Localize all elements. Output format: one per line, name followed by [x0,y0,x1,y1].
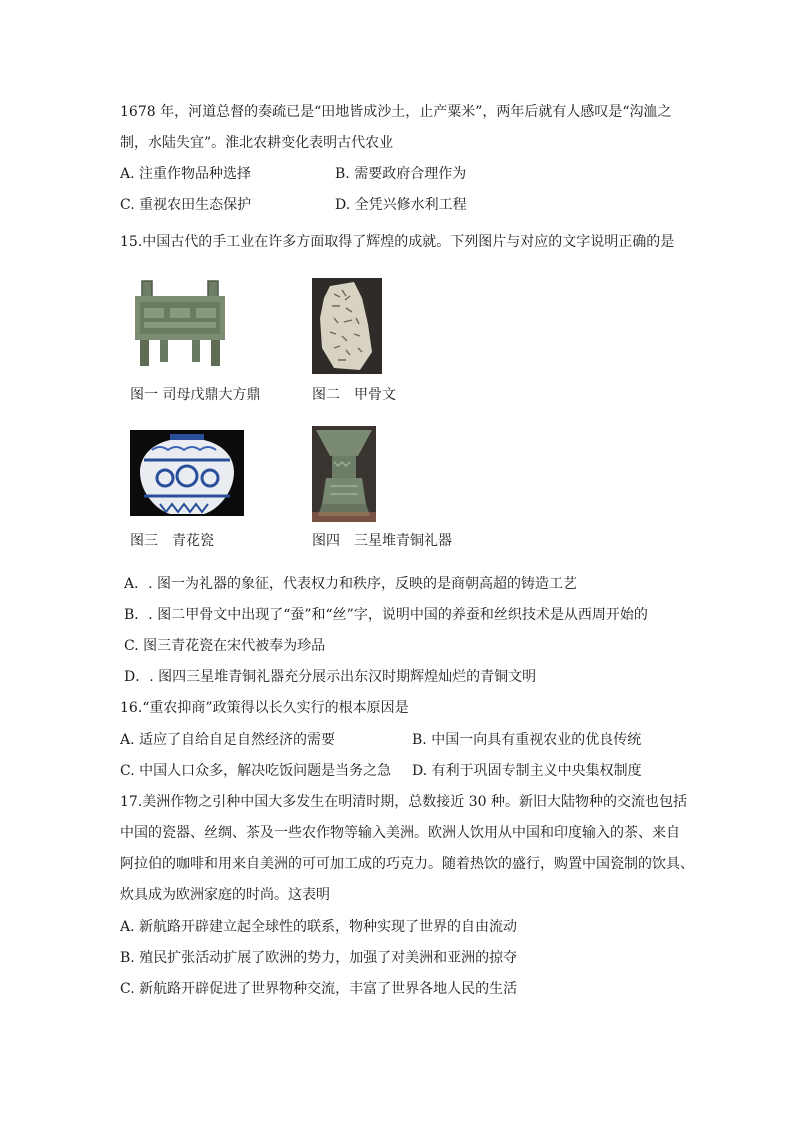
q17-stem-line3: 阿拉伯的咖啡和用来自美洲的可可加工成的巧克力。随着热饮的盛行，购置中国瓷制的饮具、 [120,856,694,872]
fig3-caption: 图三 青花瓷 [130,533,214,549]
oracle-bone-image [312,278,382,374]
q15-stem: 15.中国古代的手工业在许多方面取得了辉煌的成就。下列图片与对应的文字说明正确的是 [120,234,675,250]
q16-option-b: B. 中国一向具有重视农业的优良传统 [412,732,642,748]
q16-option-a: A. 适应了自给自足自然经济的需要 [120,732,336,748]
q15-option-b: B．. 图二甲骨文中出现了“蚕”和“丝”字，说明中国的养蚕和丝织技术是从西周开始的 [124,607,648,623]
q14-option-c: C. 重视农田生态保护 [120,197,252,213]
bronze-zun-image [312,426,376,522]
porcelain-jar-image [130,430,244,516]
q14-option-d: D. 全凭兴修水利工程 [335,197,467,213]
q17-stem-line2: 中国的瓷器、丝绸、茶及一些农作物等输入美洲。欧洲人饮用从中国和印度输入的茶、来自 [120,825,680,841]
q14-option-a: A. 注重作物品种选择 [120,166,252,182]
q15-option-c: C. 图三青花瓷在宋代被奉为珍品 [124,638,326,654]
q14-option-b: B. 需要政府合理作为 [335,166,467,182]
q14-stem-line2: 制，水陆失宜”。淮北农耕变化表明古代农业 [120,135,394,151]
fig2-caption: 图二 甲骨文 [312,387,396,403]
q16-stem: 16.“重农抑商”政策得以长久实行的根本原因是 [120,700,409,716]
q17-option-b: B. 殖民扩张活动扩展了欧洲的势力，加强了对美洲和亚洲的掠夺 [120,950,518,966]
q15-option-d: D．. 图四三星堆青铜礼器充分展示出东汉时期辉煌灿烂的青铜文明 [124,669,537,685]
q14-stem-line1: 1678 年，河道总督的奏疏已是“田地皆成沙土，止产粟米”，两年后就有人感叹是“沟洫之 [120,104,672,120]
bronze-ding-image [130,278,230,368]
fig4-caption: 图四 三星堆青铜礼器 [312,533,452,549]
q17-option-c: C. 新航路开辟促进了世界物种交流，丰富了世界各地人民的生活 [120,981,518,997]
q17-option-a: A. 新航路开辟建立起全球性的联系，物种实现了世界的自由流动 [120,919,518,935]
fig1-caption: 图一 司母戊鼎大方鼎 [130,387,261,403]
q17-stem-line1: 17.美洲作物之引种中国大多发生在明清时期，总数接近 30 种。新旧大陆物种的交流也包括 [120,794,687,810]
q15-option-a: A．. 图一为礼器的象征，代表权力和秩序，反映的是商朝高超的铸造工艺 [124,576,578,592]
q16-option-d: D. 有利于巩固专制主义中央集权制度 [412,763,642,779]
q17-stem-line4: 炊具成为欧洲家庭的时尚。这表明 [120,887,330,903]
q16-option-c: C. 中国人口众多，解决吃饭问题是当务之急 [120,763,392,779]
